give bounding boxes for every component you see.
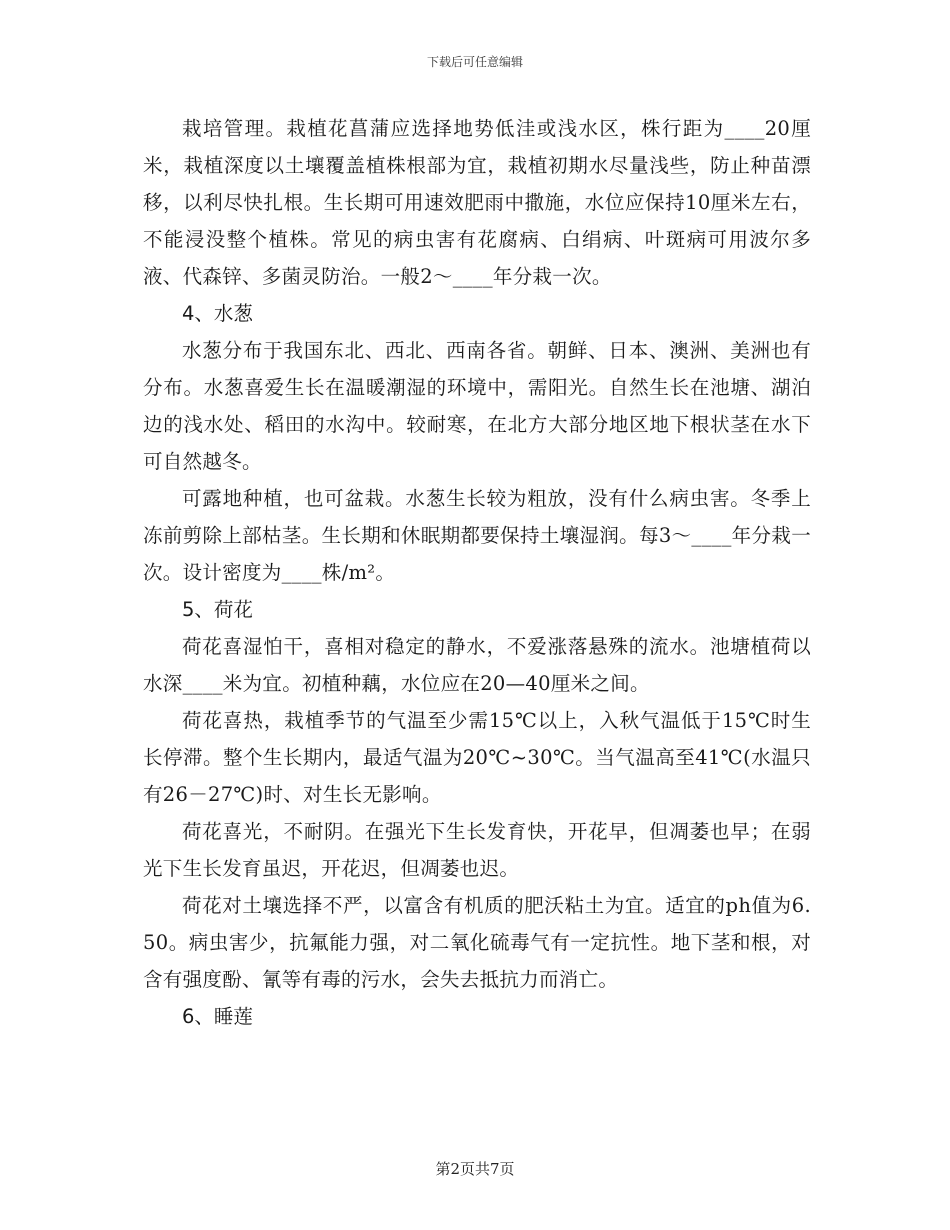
section-heading-water-lily: 6、睡莲	[182, 1005, 253, 1028]
paragraph-calamus-cultivation: 栽培管理。栽植花菖蒲应选择地势低洼或浅水区，株行距为____20厘米，栽植深度以土壤覆盖植株根部为宜，栽植初期水尽量浅些，防止种苗漂移，以利尽快扎根。生长期可用速效肥雨中撒施，水位应保持10厘米左右，不能浸没整个植株。常见的病虫害有花腐病、白绢病、叶斑病可用波尔多液、代森锌、多菌灵防治。一般2～____年分栽一次。	[143, 117, 811, 288]
paragraph-lotus-water: 荷花喜湿怕干，喜相对稳定的静水，不爱涨落悬殊的流水。池塘植荷以水深____米为宜。初植种藕，水位应在20—40厘米之间。	[143, 635, 811, 695]
section-heading-water-onion: 4、水葱	[182, 302, 253, 325]
paragraph-lotus-temperature: 荷花喜热，栽植季节的气温至少需15℃以上，入秋气温低于15℃时生长停滞。整个生长期内，最适气温为20℃~30℃。当气温高至41℃(水温只有26－27℃)时、对生长无影响。	[143, 709, 811, 806]
paragraph-lotus-light: 荷花喜光，不耐阴。在强光下生长发育快，开花早，但凋萎也早；在弱光下生长发育虽迟，开花迟，但凋萎也迟。	[143, 820, 811, 880]
section-heading-lotus: 5、荷花	[182, 598, 253, 621]
paragraph-lotus-soil: 荷花对土壤选择不严，以富含有机质的肥沃粘土为宜。适宜的ph值为6.50。病虫害少，抗氟能力强，对二氧化硫毒气有一定抗性。地下茎和根，对含有强度酚、氰等有毒的污水，会失去抵抗力而消亡。	[143, 894, 811, 991]
page-header: 下载后可任意编辑	[426, 55, 523, 69]
page-footer: 第2页共7页	[435, 1160, 515, 1178]
document-body	[143, 110, 811, 1035]
paragraph-water-onion-planting: 可露地种植，也可盆栽。水葱生长较为粗放，没有什么病虫害。冬季上冻前剪除上部枯茎。生长期和休眠期都要保持土壤湿润。每3～____年分栽一次。设计密度为____株/m²。	[143, 487, 811, 584]
paragraph-water-onion-distribution: 水葱分布于我国东北、西北、西南各省。朝鲜、日本、澳洲、美洲也有分布。水葱喜爱生长在温暖潮湿的环境中，需阳光。自然生长在池塘、湖泊边的浅水处、稻田的水沟中。较耐寒，在北方大部分地区地下根状茎在水下可自然越冬。	[143, 339, 811, 473]
